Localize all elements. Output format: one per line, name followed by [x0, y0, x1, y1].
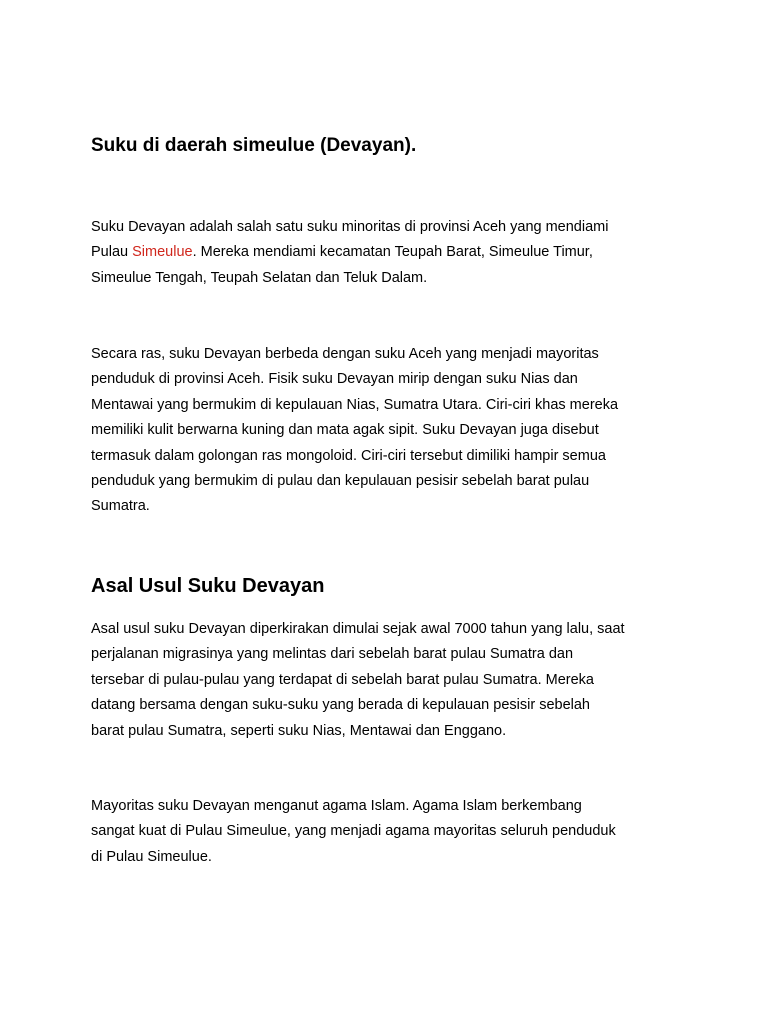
paragraph-line: barat pulau Sumatra, seperti suku Nias, Mentawai dan Enggano. [91, 722, 507, 739]
line-text: . Mereka mendiami kecamatan Teupah Barat, Simeulue Timur, [192, 244, 593, 261]
paragraph-line: memiliki kulit berwarna kuning dan mata agak sipit. Suku Devayan juga disebut [91, 422, 599, 439]
paragraph-line: Mayoritas suku Devayan menganut agama Islam. Agama Islam berkembang [91, 798, 582, 814]
paragraph-religion [91, 794, 616, 870]
line-text: Pulau [91, 244, 133, 261]
paragraph-race [91, 342, 618, 520]
paragraph-origin [91, 617, 625, 744]
paragraph-line: Suku Devayan adalah salah satu suku minoritas di provinsi Aceh yang mendiami [91, 219, 609, 235]
paragraph-line: Asal usul suku Devayan diperkirakan dimulai sejak awal 7000 tahun yang lalu, saat [91, 621, 625, 637]
paragraph-line: termasuk dalam golongan ras mongoloid. Ciri-ciri tersebut dimiliki hampir semua [91, 447, 606, 464]
paragraph-line: sangat kuat di Pulau Simeulue, yang menjadi agama mayoritas seluruh penduduk [91, 823, 616, 840]
paragraph-line: di Pulau Simeulue. [91, 848, 212, 865]
paragraph-line: Simeulue Tengah, Teupah Selatan dan Teluk Dalam. [91, 269, 428, 286]
paragraph-line: Sumatra. [91, 498, 150, 515]
document-title: Suku di daerah simeulue (Devayan). [91, 135, 417, 156]
paragraph-line [91, 240, 608, 265]
simeulue-link[interactable]: Simeulue [132, 244, 193, 261]
paragraph-intro [91, 215, 608, 291]
paragraph-line: penduduk yang bermukim di pulau dan kepulauan pesisir sebelah barat pulau [91, 473, 590, 490]
paragraph-line: datang bersama dengan suku-suku yang berada di kepulauan pesisir sebelah [91, 697, 590, 714]
paragraph-line: penduduk di provinsi Aceh. Fisik suku Devayan mirip dengan suku Nias dan [91, 371, 578, 388]
section-heading-origin: Asal Usul Suku Devayan [91, 575, 325, 597]
paragraph-line: Mentawai yang bermukim di kepulauan Nias, Sumatra Utara. Ciri-ciri khas mereka [91, 396, 619, 413]
paragraph-line: tersebar di pulau-pulau yang terdapat di sebelah barat pulau Sumatra. Mereka [91, 671, 594, 688]
paragraph-line: perjalanan migrasinya yang melintas dari sebelah barat pulau Sumatra dan [91, 646, 574, 663]
paragraph-line: Secara ras, suku Devayan berbeda dengan suku Aceh yang menjadi mayoritas [91, 346, 599, 362]
